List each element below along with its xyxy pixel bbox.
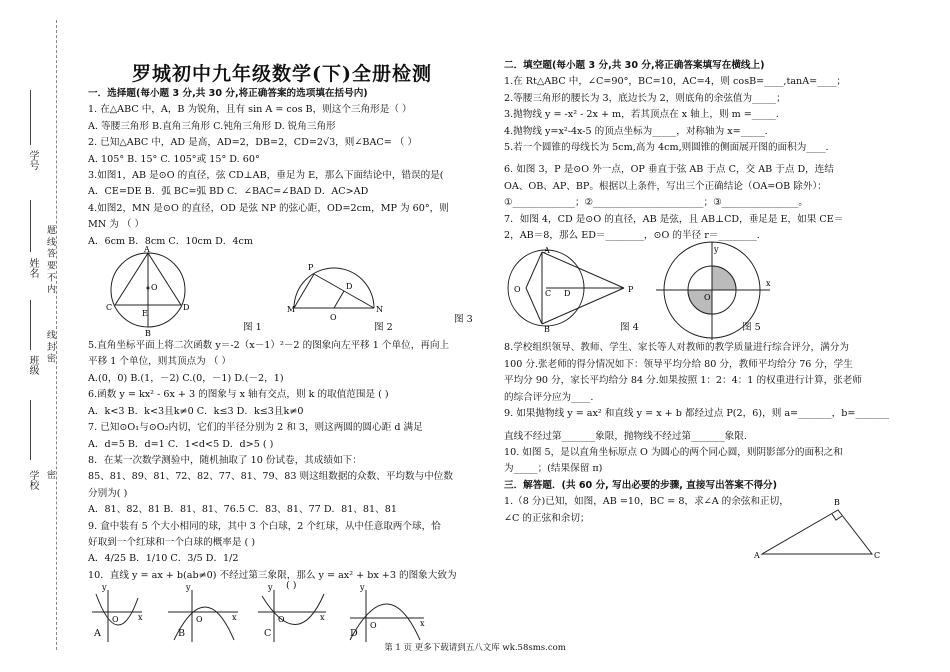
q10-answer-paren[interactable]: ( ) xyxy=(286,580,297,592)
svg-text:E: E xyxy=(142,309,148,319)
svg-text:A: A xyxy=(544,246,550,256)
seal-text-mid: 线 封 密 xyxy=(45,330,55,363)
svg-text:x: x xyxy=(320,613,325,623)
section-choice-heading: 一．选择题(每小题 3 分,共 30 分,将正确答案的选项填在括号内) xyxy=(88,88,368,99)
svg-text:y: y xyxy=(102,583,107,593)
figure-2 xyxy=(287,263,383,322)
svg-text:y: y xyxy=(268,583,273,593)
question-line: ∠C 的正弦和余切； xyxy=(504,512,590,524)
option-a-label: A xyxy=(94,628,101,640)
question-line: 2，AB＝8，那么 ED＝________，⊙O 的半径 r＝________. xyxy=(504,230,760,242)
q10-graph-drawing xyxy=(88,584,476,644)
vertex-b-label: B xyxy=(834,498,840,507)
figures-row xyxy=(88,245,476,339)
question-line: 8.学校组织领导、教师、学生、家长等人对教师的教学质量进行综合评分，满分为 xyxy=(504,342,849,354)
name-label: 姓名 xyxy=(27,258,38,278)
svg-text:O: O xyxy=(330,313,337,323)
svg-text:D: D xyxy=(183,303,190,313)
question-line: 3.如图1，AB 是⊙O 的直径，弦 CD⊥AB，垂足为 E，那么下面结论中，错误的是( xyxy=(88,170,444,182)
svg-text:O: O xyxy=(370,621,377,631)
question-line: 分别为( ) xyxy=(88,487,128,499)
figure-1-2-drawing xyxy=(88,245,476,339)
seal-text-top: 题 线 答 要 不 内 xyxy=(45,225,55,294)
question-line: OA、OB、AP、BP。根据以上条件，写出三个正确结论（OA=OB 除外）： xyxy=(504,180,827,192)
question-line: 6. 如图 3，P 是⊙O 外一点，OP 垂直于弦 AB 于点 C，交 AB 于点 D，连结 xyxy=(504,164,834,176)
svg-text:y: y xyxy=(360,583,365,593)
question-line: 1.（8 分)已知，如图，AB =10，BC = 8，求∠A 的余弦和正切， xyxy=(504,496,789,508)
question-line: MN 为 （ ） xyxy=(88,219,145,231)
graph-d xyxy=(350,583,425,642)
question-line: 平均分 90 分，家长平均给分 84 分.如果按照 1：2：4：1 的权重进行计算，张老师 xyxy=(504,375,862,387)
number-blank[interactable] xyxy=(30,90,31,145)
fig1-caption: 图 1 xyxy=(243,322,262,334)
options-line: A．d=5 B．d=1 C．1<d<5 D．d>5 ( ) xyxy=(88,438,274,450)
svg-text:O: O xyxy=(704,293,711,303)
figure-3 xyxy=(508,246,634,334)
seal-line xyxy=(56,20,57,650)
right-column xyxy=(504,0,896,560)
svg-text:A: A xyxy=(144,245,150,255)
class-label: 班级 xyxy=(27,355,38,375)
svg-text:x: x xyxy=(766,279,771,289)
question-line: 直线不经过第_______象限，抛物线不经过第_______象限. xyxy=(504,430,747,442)
question-line: 10. 如图 5，是以直角坐标原点 O 为圆心的两个同心圆，则阴影部分的面积之和 xyxy=(504,446,843,458)
svg-text:O: O xyxy=(278,615,285,625)
section-answer-heading: 三．解答题．(共 60 分, 写出必要的步骤, 直接写出答案不得分) xyxy=(504,479,778,491)
school-label: 学校 xyxy=(27,470,38,490)
options-line: A．k<3 B．k<3且k≠0 C．k≤3 D．k≤3且k≠0 xyxy=(88,405,304,417)
question-line: 7. 已知⊙O₁与⊙O₂内切，它们的半径分别为 2 和 3，则这两圆的圆心距 d 满足 xyxy=(88,422,423,434)
figure-1 xyxy=(106,245,189,338)
question-line: 2. 已知△ABC 中，AD 是高，AD=2，DB=2，CD=2√3，则∠BAC= （ ） xyxy=(88,137,418,149)
left-column xyxy=(88,0,476,644)
section-fill-heading: 二．填空题(每小题 3 分,共 30 分,将正确答案填写在横线上) xyxy=(504,60,765,71)
options-line: A.(0，0) B.(1，－2) C.(0，－1) D.(－2，1) xyxy=(88,372,284,384)
name-blank[interactable] xyxy=(30,200,31,252)
question-line: 1.在 Rt△ABC 中，∠C=90°，BC=10，AC=4，则 cosB=____,tanA=____； xyxy=(504,76,846,88)
page-title: 罗城初中九年级数学(下)全册检测 xyxy=(132,63,432,85)
svg-text:O: O xyxy=(151,283,158,293)
q10-graphs xyxy=(88,580,476,644)
question-line: 1. 在△ABC 中，A，B 为锐角，且有 sin A = cos B，则这个三角形是（ ） xyxy=(88,104,412,116)
question-line: 5.若一个圆锥的母线长为 5cm,高为 4cm,则圆锥的侧面展开图的面积为____. xyxy=(504,142,829,154)
vertex-c-label: C xyxy=(874,551,881,560)
page-footer: 第 1 页 更多下载请到五八文库 wk.58sms.com xyxy=(384,643,566,653)
options-line: A．4/25 B．1/10 C．3/5 D．1/2 xyxy=(88,553,239,565)
svg-text:D: D xyxy=(346,282,353,292)
fig4-caption: 图 4 xyxy=(620,322,639,334)
question-line: 为_____；(结果保留 π) xyxy=(504,463,603,475)
school-blank[interactable] xyxy=(30,400,31,460)
question-line: 6.函数 y = kx² - 6x + 3 的图象与 x 轴有交点，则 k 的取值范围是 ( ) xyxy=(88,389,389,401)
options-line: A．CE=DE B．弧 BC=弧 BD C．∠BAC=∠BAD D．AC>AD xyxy=(88,186,369,198)
option-c-label: C xyxy=(264,628,272,640)
svg-text:O: O xyxy=(196,615,203,625)
svg-text:y: y xyxy=(714,245,719,255)
question-line: 5.直角坐标平面上将二次函数 y＝-2（x－1）²－2 的图象向左平移 1 个单位，再向上 xyxy=(88,340,450,352)
right-triangle-figure xyxy=(754,496,894,562)
svg-text:B: B xyxy=(145,329,151,339)
question-line: 9. 如果抛物线 y = ax² 和直线 y = x + b 都经过点 P(2，6)，则 a=_______，b=_______ xyxy=(504,408,890,420)
question-line: 4.抛物线 y=x²-4x-5 的顶点坐标为_____，对称轴为 x=_____. xyxy=(504,125,768,137)
svg-text:x: x xyxy=(420,619,425,629)
svg-text:y: y xyxy=(186,583,191,593)
svg-text:O: O xyxy=(112,615,119,625)
svg-text:P: P xyxy=(628,285,634,295)
answer-blanks[interactable]: ①_____________；②_______________________；③________________。 xyxy=(504,197,809,209)
svg-text:M: M xyxy=(287,305,296,315)
question-line: 4.如图2，MN 是⊙O 的直径，OD 是弦 NP 的弦心距，OD=2cm，MP 为 60°，则 xyxy=(88,202,449,214)
fig5-caption: 图 5 xyxy=(742,322,761,334)
options-line: A．6cm B．8cm C．10cm D．4cm xyxy=(88,235,253,247)
svg-text:x: x xyxy=(138,613,143,623)
question-line: 10．直线 y = ax + b(ab≠0) 不经过第三象限，那么 y = ax² + bx +3 的图象大致为 xyxy=(88,569,457,581)
question-line: 的综合评分应为____. xyxy=(504,391,594,403)
options-line: A. 等腰三角形 B.直角三角形 C.钝角三角形 D. 锐角三角形 xyxy=(88,120,336,132)
figures-row-right xyxy=(504,244,896,340)
svg-text:O: O xyxy=(514,285,521,295)
options-line: A．81、82、81 B．81、81、76.5 C．83、81、77 D．81、81、81 xyxy=(88,504,397,516)
svg-text:P: P xyxy=(308,263,314,273)
svg-text:B: B xyxy=(544,325,550,335)
question-line: 7．如图 4，CD 是⊙O 的直径，AB 是弦，且 AB⊥CD，垂足是 E，如果 CE＝ xyxy=(504,213,844,225)
seal-text-bottom: 密 xyxy=(45,470,55,479)
fig2-caption: 图 2 xyxy=(374,322,393,334)
question-line: 85、81、89、81、72、82、77、81、79、83 则这组数据的众数、平均数与中位数 xyxy=(88,471,453,483)
figure-3-4-5-drawing xyxy=(504,244,896,340)
svg-text:C: C xyxy=(545,289,552,299)
binding-margin xyxy=(0,0,78,672)
option-d-label: D xyxy=(350,628,358,640)
svg-text:N: N xyxy=(376,305,383,315)
question-line: 2.等腰三角形的腰长为 3，底边长为 2，则底角的余弦值为_____； xyxy=(504,92,786,104)
svg-text:C: C xyxy=(106,303,113,313)
number-label: 学号 xyxy=(27,150,38,170)
question-line: 9. 盒中装有 5 个大小相同的球，其中 3 个白球，2 个红球，从中任意取两个球，恰 xyxy=(88,520,441,532)
class-blank[interactable] xyxy=(30,300,31,350)
options-line: A. 105° B. 15° C. 105°或 15° D. 60° xyxy=(88,153,260,165)
question-line: 8．在某一次数学测验中，随机抽取了 10 份试卷，其成绩如下： xyxy=(88,454,362,466)
question-line: 100 分.张老师的得分情况如下：领导平均分给 80 分，教师平均给分 76 分，学生 xyxy=(504,358,853,370)
vertex-a-label: A xyxy=(754,551,760,560)
question-line: 平移 1 个单位，则其顶点为 （ ） xyxy=(88,356,232,368)
option-b-label: B xyxy=(178,628,186,640)
svg-text:D: D xyxy=(564,289,571,299)
question-line: 好取到一个红球和一个白球的概率是 ( ) xyxy=(88,536,256,548)
question-line: 3.抛物线 y = -x² - 2x + m，若其顶点在 x 轴上，则 m =_____. xyxy=(504,109,779,121)
fig3-caption: 图 3 xyxy=(454,314,473,326)
svg-text:x: x xyxy=(232,613,237,623)
